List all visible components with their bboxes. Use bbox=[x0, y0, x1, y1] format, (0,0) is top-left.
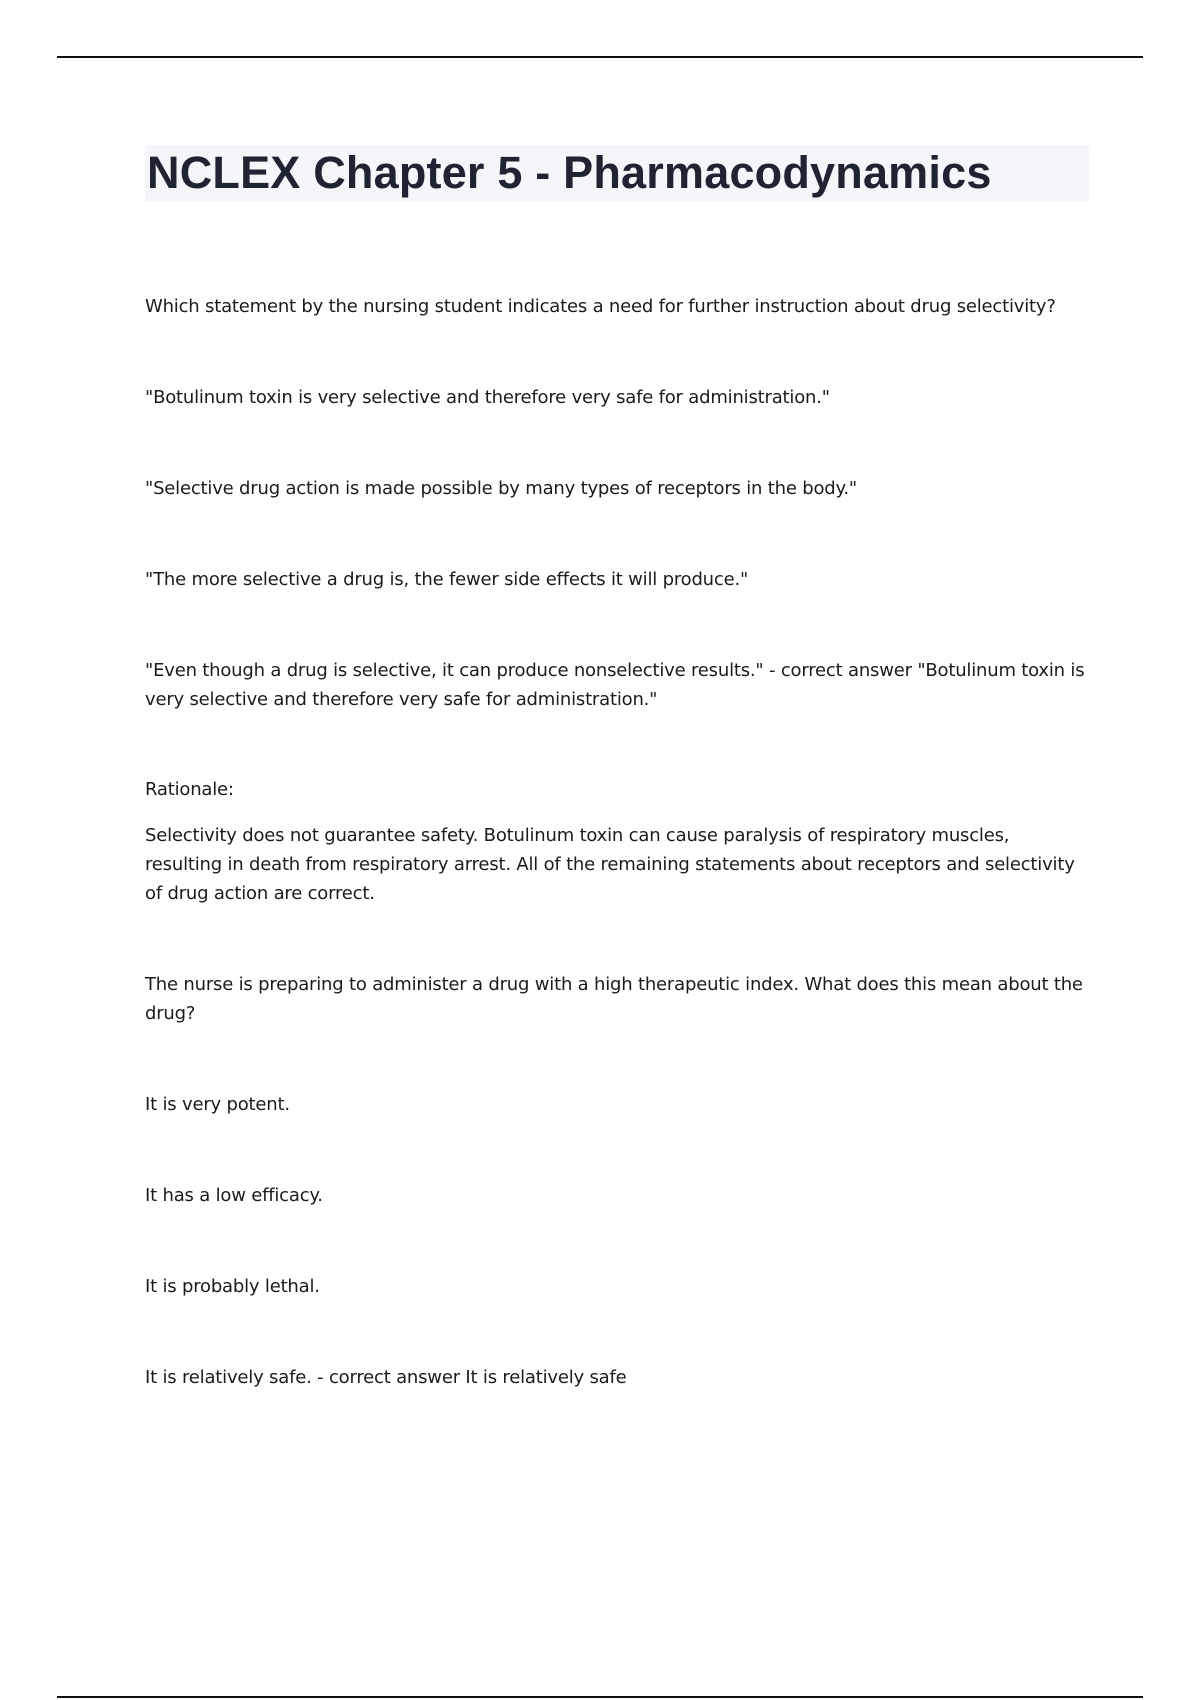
question-2-option-d-answer: It is relatively safe. - correct answer It is relatively safe bbox=[145, 1367, 627, 1388]
question-1-option-c: "The more selective a drug is, the fewer side effects it will produce." bbox=[145, 569, 749, 590]
question-1-text: Which statement by the nursing student indicates a need for further instruction about drug selectivity? bbox=[145, 296, 1056, 317]
rationale-text: Selectivity does not guarantee safety. Botulinum toxin can cause paralysis of respiratory muscles, resulting in death from respiratory arrest. All of the remaining statements about receptors and selectivity of drug action are correct. bbox=[145, 825, 1075, 904]
question-1-option-b: "Selective drug action is made possible by many types of receptors in the body." bbox=[145, 478, 857, 499]
rationale-label: Rationale: bbox=[145, 779, 234, 800]
question-2-text: The nurse is preparing to administer a drug with a high therapeutic index. What does this mean about the drug? bbox=[145, 974, 1083, 1024]
bottom-rule bbox=[57, 1696, 1143, 1698]
question-1-option-a: "Botulinum toxin is very selective and therefore very safe for administration." bbox=[145, 387, 830, 408]
question-2-option-b: It has a low efficacy. bbox=[145, 1185, 323, 1206]
page-title: NCLEX Chapter 5 - Pharmacodynamics bbox=[147, 147, 992, 198]
question-2-option-c: It is probably lethal. bbox=[145, 1276, 320, 1297]
question-2-option-a: It is very potent. bbox=[145, 1094, 290, 1115]
top-rule bbox=[57, 56, 1143, 58]
title-banner bbox=[145, 145, 1089, 201]
question-1-option-d-answer: "Even though a drug is selective, it can produce nonselective results." - correct answer "Botulinum toxin is very selective and therefore very safe for administration." bbox=[145, 660, 1085, 710]
